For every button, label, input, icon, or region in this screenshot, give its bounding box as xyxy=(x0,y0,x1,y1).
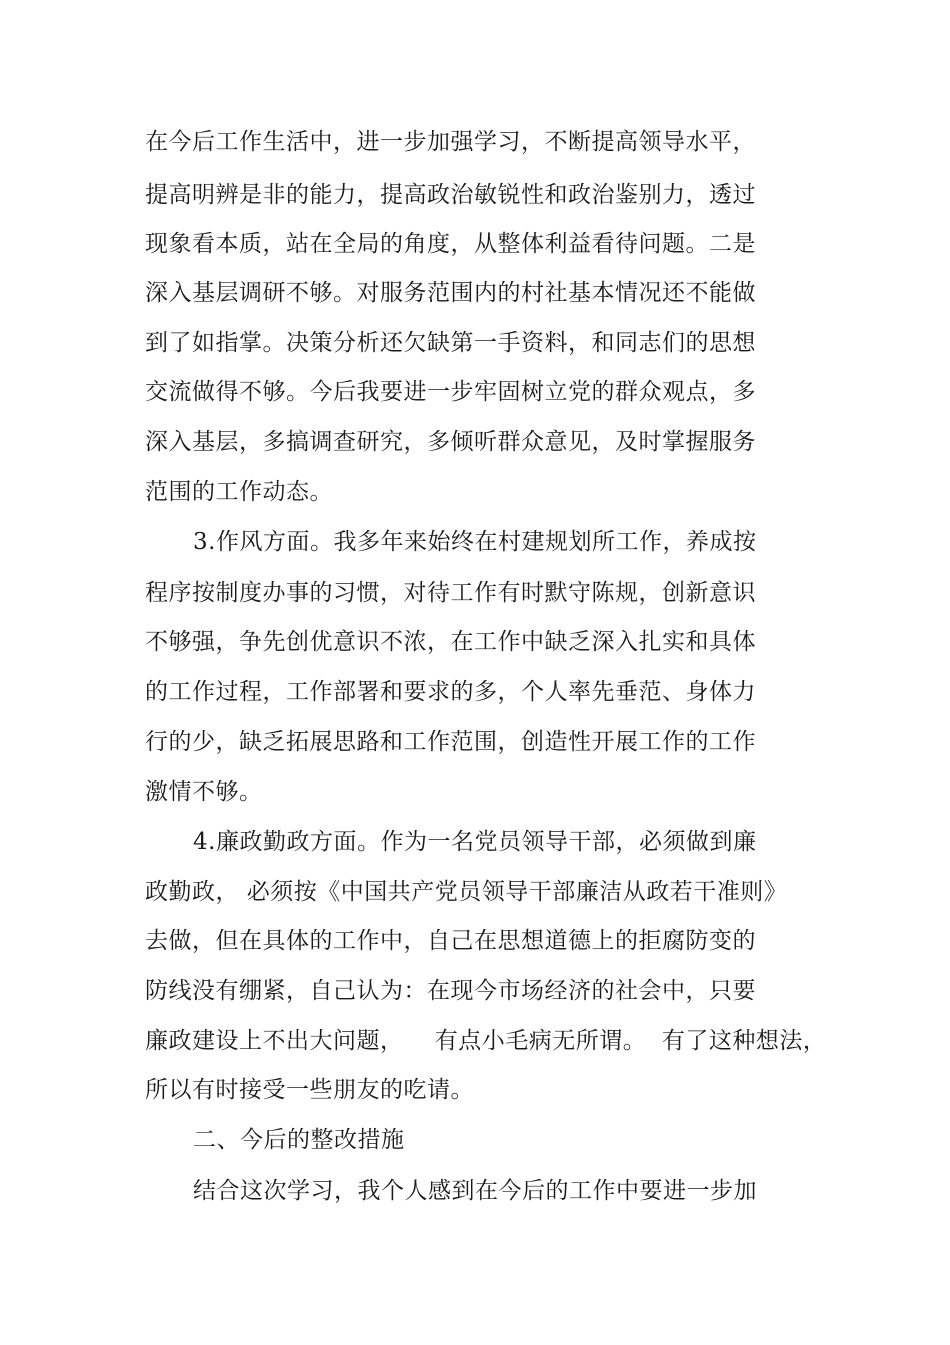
section-3-heading-line: 3.作风方面。我多年来始终在村建规划所工作，养成按 xyxy=(193,529,757,555)
text-line-5: 到了如指掌。决策分析还欠缺第一手资料，和同志们的思想 xyxy=(145,330,756,356)
text-line-14: 激情不够。 xyxy=(145,779,263,805)
text-line-18: 防线没有绷紧，自己认为：在现今市场经济的社会中，只要 xyxy=(145,978,756,1004)
text-line-16: 政勤政， 必须按《中国共产党员领导干部廉洁从政若干准则》 xyxy=(145,879,788,905)
text-line-19: 廉政建设上不出大问题， 有点小毛病无所谓。 有了这种想法， xyxy=(145,1028,827,1054)
text-line-20: 所以有时接受一些朋友的吃请。 xyxy=(145,1077,474,1103)
text-line-22: 结合这次学习，我个人感到在今后的工作中要进一步加 xyxy=(193,1178,757,1204)
section-heading-rectification: 二、今后的整改措施 xyxy=(193,1127,405,1153)
text-line-7: 深入基层，多搞调查研究，多倾听群众意见，及时掌握服务 xyxy=(145,429,756,455)
text-line-2: 提高明辨是非的能力，提高政治敏锐性和政治鉴别力，透过 xyxy=(145,182,756,208)
text-line-13: 行的少，缺乏拓展思路和工作范围，创造性开展工作的工作 xyxy=(145,729,756,755)
text-line-12: 的工作过程，工作部署和要求的多，个人率先垂范、身体力 xyxy=(145,679,756,705)
text-line-10: 程序按制度办事的习惯，对待工作有时默守陈规，创新意识 xyxy=(145,580,756,606)
text-line-1: 在今后工作生活中，进一步加强学习，不断提高领导水平， xyxy=(145,129,756,155)
section-4-heading-line: 4.廉政勤政方面。作为一名党员领导干部，必须做到廉 xyxy=(193,829,757,855)
text-line-17: 去做，但在具体的工作中，自己在思想道德上的拒腐防变的 xyxy=(145,928,756,954)
text-line-4: 深入基层调研不够。对服务范围内的村社基本情况还不能做 xyxy=(145,280,756,306)
text-line-11: 不够强，争先创优意识不浓，在工作中缺乏深入扎实和具体 xyxy=(145,629,756,655)
text-line-8: 范围的工作动态。 xyxy=(145,479,333,505)
text-line-3: 现象看本质，站在全局的角度，从整体利益看待问题。二是 xyxy=(145,231,756,257)
text-line-6: 交流做得不够。今后我要进一步牢固树立党的群众观点，多 xyxy=(145,379,756,405)
